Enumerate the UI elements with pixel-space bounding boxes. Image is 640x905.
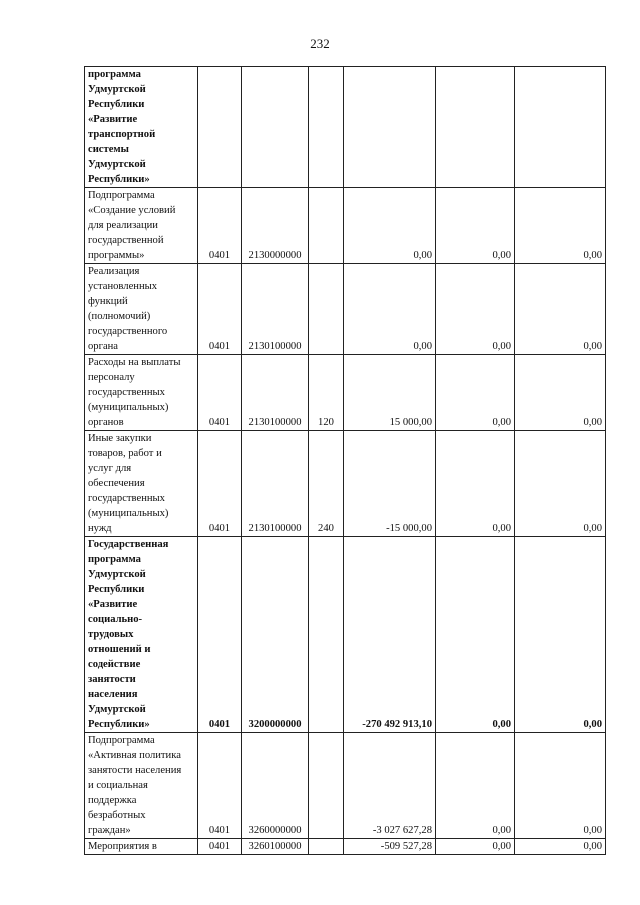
expense-type-cell [309, 537, 344, 733]
table-row [85, 188, 606, 264]
amount-cell: -3 027 627,28 [344, 733, 436, 839]
item-name-line: «Активная политика [88, 750, 181, 761]
budget-table-body [85, 67, 606, 855]
item-name-cell [85, 355, 198, 431]
table-row [85, 264, 606, 355]
item-name-line: и социальная [88, 780, 148, 791]
item-name-line: программа [88, 554, 141, 565]
item-name-line: обеспечения [88, 478, 145, 489]
amount-cell: 0,00 [515, 733, 606, 839]
amount-cell [436, 67, 515, 188]
code-cell [242, 67, 309, 188]
item-name-line: государственных [88, 493, 165, 504]
amount-cell: 0,00 [436, 839, 515, 855]
section-cell: 0401 [198, 264, 242, 355]
table-row [85, 355, 606, 431]
item-name-line: занятости [88, 674, 136, 685]
expense-type-cell [309, 733, 344, 839]
code-cell: 3200000000 [242, 537, 309, 733]
amount-cell: 0,00 [344, 264, 436, 355]
expense-type-cell [309, 839, 344, 855]
item-name-line: Удмуртской [88, 159, 146, 170]
amount-cell: 0,00 [515, 839, 606, 855]
item-name-cell [85, 264, 198, 355]
budget-table [84, 66, 606, 855]
item-name-line: органа [88, 341, 119, 352]
item-name-line: (муниципальных) [88, 508, 169, 519]
item-name-cell [85, 431, 198, 537]
amount-cell: 0,00 [515, 355, 606, 431]
amount-cell: 0,00 [436, 264, 515, 355]
item-name-line: «Создание условий [88, 205, 176, 216]
item-name-line: Подпрограмма [88, 735, 155, 746]
code-cell: 2130100000 [242, 264, 309, 355]
amount-cell: 0,00 [436, 431, 515, 537]
amount-cell: 0,00 [436, 733, 515, 839]
table-row [85, 67, 606, 188]
table-row [85, 733, 606, 839]
item-name-line: содействие [88, 659, 141, 670]
item-name-line: функций [88, 296, 128, 307]
item-name-line: государственного [88, 326, 168, 337]
item-name-cell [85, 537, 198, 733]
item-name-line: персоналу [88, 372, 135, 383]
expense-type-cell: 240 [309, 431, 344, 537]
amount-cell: 0,00 [515, 537, 606, 733]
item-name-line: программа [88, 69, 141, 80]
item-name-cell [85, 67, 198, 188]
item-name-cell [85, 188, 198, 264]
item-name-line: государственных [88, 387, 165, 398]
item-name-line: для реализации [88, 220, 158, 231]
item-name-line: социально- [88, 614, 143, 625]
section-cell [198, 67, 242, 188]
item-name-line: транспортной [88, 129, 156, 140]
section-cell: 0401 [198, 431, 242, 537]
section-cell: 0401 [198, 188, 242, 264]
item-name-line: органов [88, 417, 124, 428]
item-name-line: «Развитие [88, 114, 138, 125]
amount-cell: 0,00 [515, 431, 606, 537]
section-cell: 0401 [198, 839, 242, 855]
item-name-line: услуг для [88, 463, 132, 474]
item-name-line: (полномочий) [88, 311, 151, 322]
section-cell: 0401 [198, 537, 242, 733]
amount-cell: 0,00 [436, 537, 515, 733]
amount-cell: 0,00 [515, 264, 606, 355]
expense-type-cell: 120 [309, 355, 344, 431]
amount-cell [515, 67, 606, 188]
item-name-line: системы [88, 144, 129, 155]
item-name-line: государственной [88, 235, 164, 246]
expense-type-cell [309, 67, 344, 188]
item-name-cell [85, 733, 198, 839]
item-name-line: «Развитие [88, 599, 138, 610]
section-cell: 0401 [198, 733, 242, 839]
item-name-line: Удмуртской [88, 704, 146, 715]
page-number: 232 [310, 36, 330, 51]
table-row [85, 431, 606, 537]
code-cell: 2130000000 [242, 188, 309, 264]
expense-type-cell [309, 264, 344, 355]
item-name-line: поддержка [88, 795, 137, 806]
item-name-line: Подпрограмма [88, 190, 155, 201]
item-name-line: Республики [88, 584, 145, 595]
code-cell: 3260000000 [242, 733, 309, 839]
amount-cell [344, 67, 436, 188]
expense-type-cell [309, 188, 344, 264]
item-name-line: трудовых [88, 629, 134, 640]
item-name-line: Реализация [88, 266, 140, 277]
item-name-line: Мероприятия в [88, 841, 157, 852]
amount-cell: 0,00 [436, 355, 515, 431]
amount-cell: -509 527,28 [344, 839, 436, 855]
amount-cell: -15 000,00 [344, 431, 436, 537]
amount-cell: 0,00 [515, 188, 606, 264]
amount-cell: -270 492 913,10 [344, 537, 436, 733]
item-name-line: Республики» [88, 719, 150, 730]
item-name-line: Расходы на выплаты [88, 357, 181, 368]
item-name-line: (муниципальных) [88, 402, 169, 413]
item-name-line: нужд [88, 523, 112, 534]
amount-cell: 15 000,00 [344, 355, 436, 431]
item-name-line: Удмуртской [88, 569, 146, 580]
item-name-line: установленных [88, 281, 158, 292]
item-name-line: граждан» [88, 825, 131, 836]
item-name-line: Республики [88, 99, 145, 110]
amount-cell: 0,00 [436, 188, 515, 264]
item-name-line: занятости населения [88, 765, 182, 776]
item-name-line: отношений и [88, 644, 151, 655]
section-cell: 0401 [198, 355, 242, 431]
amount-cell: 0,00 [344, 188, 436, 264]
item-name-line: населения [88, 689, 138, 700]
table-row [85, 537, 606, 733]
code-cell: 3260100000 [242, 839, 309, 855]
code-cell: 2130100000 [242, 355, 309, 431]
item-name-line: Удмуртской [88, 84, 146, 95]
code-cell: 2130100000 [242, 431, 309, 537]
item-name-line: безработных [88, 810, 146, 821]
item-name-cell [85, 839, 198, 855]
item-name-line: Республики» [88, 174, 150, 185]
item-name-line: Государственная [88, 539, 169, 550]
table-row [85, 839, 606, 855]
item-name-line: программы» [88, 250, 145, 261]
item-name-line: Иные закупки [88, 433, 152, 444]
item-name-line: товаров, работ и [88, 448, 162, 459]
